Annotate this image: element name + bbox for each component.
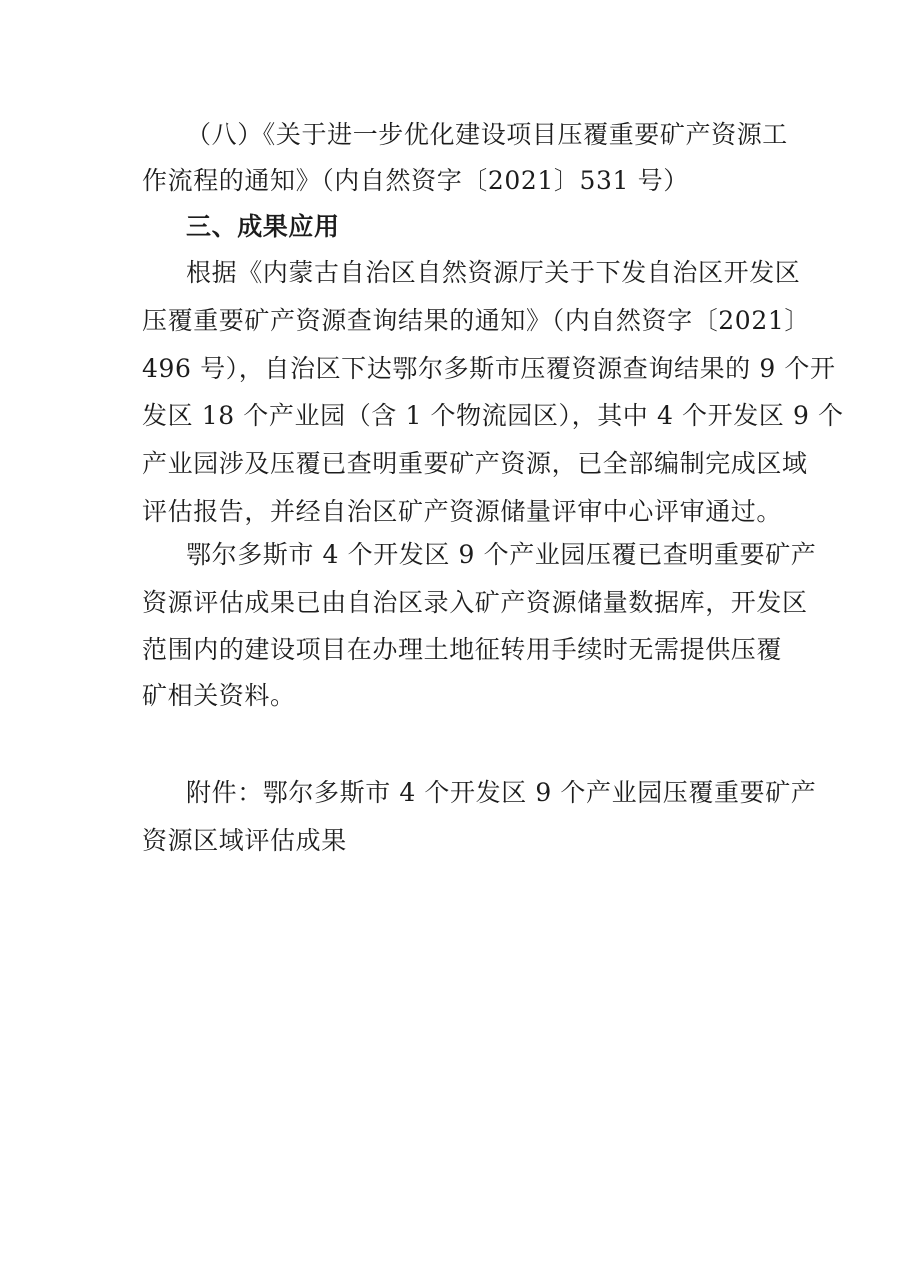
attachment-line-2: 资源区域评估成果 — [142, 826, 347, 855]
paragraph-1-line: 压覆重要矿产资源查询结果的通知》（内自然资字〔2021〕 — [142, 306, 810, 335]
paragraph-1-line: 产业园涉及压覆已查明重要矿产资源，已全部编制完成区域 — [142, 449, 808, 478]
paragraph-2-line: 鄂尔多斯市 4 个开发区 9 个产业园压覆已查明重要矿产 — [186, 540, 817, 569]
paragraph-2-line: 资源评估成果已由自治区录入矿产资源储量数据库，开发区 — [142, 588, 808, 617]
paragraph-2-line: 范围内的建设项目在办理土地征转用手续时无需提供压覆 — [142, 635, 783, 664]
paragraph-1-line: 评估报告，并经自治区矿产资源储量评审中心评审通过。 — [142, 497, 783, 526]
paragraph-2-line: 矿相关资料。 — [142, 681, 296, 710]
paragraph-1-line: 496 号），自治区下达鄂尔多斯市压覆资源查询结果的 9 个开 — [142, 354, 836, 383]
paragraph-1-line: 发区 18 个产业园（含 1 个物流园区），其中 4 个开发区 9 个 — [142, 401, 844, 430]
paragraph-1-line: 根据《内蒙古自治区自然资源厅关于下发自治区开发区 — [186, 258, 801, 287]
item-8-line-2: 作流程的通知》（内自然资字〔2021〕531 号） — [142, 166, 689, 195]
item-8-line-1: （八）《关于进一步优化建设项目压覆重要矿产资源工 — [186, 120, 788, 149]
section-heading: 三、成果应用 — [186, 212, 340, 241]
attachment-line-1: 附件：鄂尔多斯市 4 个开发区 9 个产业园压覆重要矿产 — [186, 778, 817, 807]
